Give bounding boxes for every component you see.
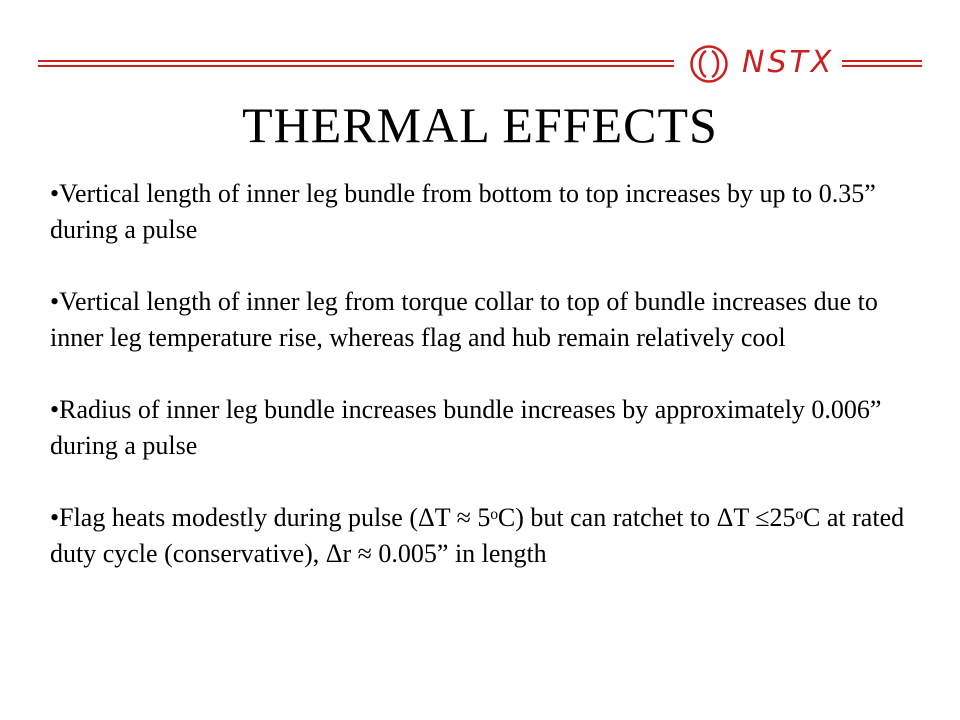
bullet-item-2: •Vertical length of inner leg from torque collar to top of bundle increases due to inner leg temperature rise, whereas flag and hub remain relatively cool — [50, 287, 878, 352]
bullet-item-4: •Flag heats modestly during pulse (ΔT ≈ 5ᵒC) but can ratchet to ΔT ≤25ᵒC at rated duty cycle (conservative), Δr ≈ 0.005” in length — [50, 503, 905, 568]
slide-title: THERMAL EFFECTS — [242, 97, 718, 153]
nstx-logo-text: NSTX — [742, 45, 835, 80]
nstx-logo-icon — [689, 44, 729, 84]
bullet-list — [50, 176, 930, 572]
bullet-item-1: •Vertical length of inner leg bundle from bottom to top increases by up to 0.35” during a pulse — [50, 179, 876, 244]
header-rule-left — [38, 60, 674, 70]
header-rule-right — [842, 60, 922, 70]
bullet-item-3: •Radius of inner leg bundle increases bundle increases by approximately 0.006” during a pulse — [50, 395, 882, 460]
